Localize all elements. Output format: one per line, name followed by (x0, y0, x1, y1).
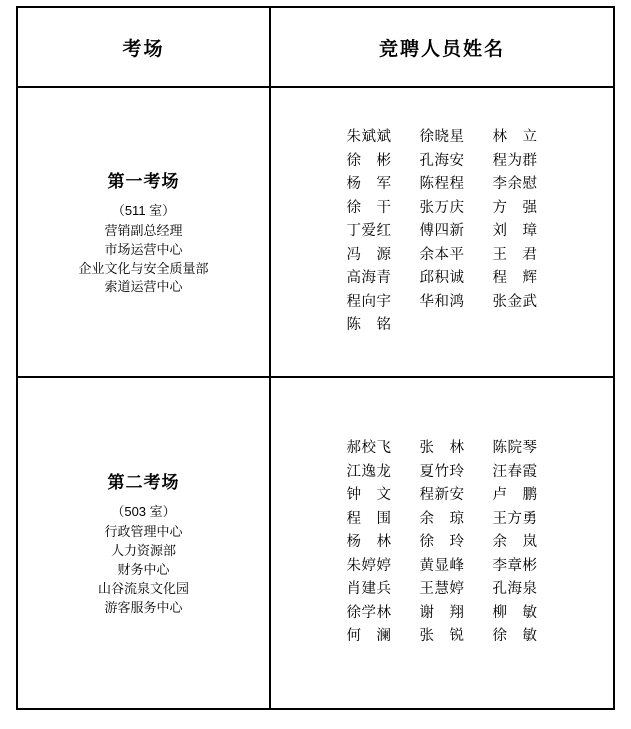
names-grid-1 (333, 126, 552, 337)
names-cell-2 (270, 377, 614, 709)
header-cell-names (270, 7, 614, 87)
names-row (333, 461, 552, 484)
candidate-name: 刘 璋 (492, 223, 538, 240)
candidate-name: 孔海泉 (492, 581, 538, 598)
table-row (17, 87, 614, 377)
names-row (333, 267, 552, 290)
room-department-2-0: 行政管理中心 (104, 524, 183, 540)
table-header-row (17, 7, 614, 87)
candidate-name: 夏竹玲 (419, 463, 465, 480)
candidate-name: 钟 文 (346, 487, 392, 504)
header-cell-room (17, 7, 270, 87)
candidate-name: 张 林 (419, 440, 465, 457)
names-row (333, 197, 552, 220)
candidate-name: 江逸龙 (346, 463, 392, 480)
candidate-name: 陈 铭 (346, 317, 392, 334)
candidate-name: 余 岚 (492, 534, 538, 551)
candidate-name: 徐 敏 (492, 628, 538, 645)
candidate-name: 杨 军 (346, 176, 392, 193)
table-row (17, 377, 614, 709)
candidate-name: 孔海安 (419, 152, 465, 169)
candidate-name: 方 强 (492, 199, 538, 216)
candidate-name: 徐 玲 (419, 534, 465, 551)
names-row (333, 220, 552, 243)
candidate-name: 张金武 (492, 293, 538, 310)
candidate-name: 程 围 (346, 510, 392, 527)
header-label-room: 考场 (122, 38, 165, 60)
names-row (333, 555, 552, 578)
candidate-name: 丁爱红 (346, 223, 392, 240)
candidate-name: 高海青 (346, 270, 392, 287)
candidate-name: 卢 鹏 (492, 487, 538, 504)
names-row (333, 625, 552, 648)
names-row (333, 578, 552, 601)
candidate-name: 华和鸿 (419, 293, 465, 310)
header-label-names: 竞聘人员姓名 (378, 38, 505, 60)
candidate-name: 林 立 (492, 129, 538, 146)
room-title-1: 第一考场 (107, 171, 180, 191)
candidate-name: 王方勇 (492, 510, 538, 527)
candidate-name: 邱积诚 (419, 270, 465, 287)
candidate-name: 肖建兵 (346, 581, 392, 598)
room-department-2-4: 游客服务中心 (104, 599, 183, 615)
candidate-name: 李章彬 (492, 557, 538, 574)
names-row (333, 173, 552, 196)
candidate-name: 陈程程 (419, 176, 465, 193)
candidate-name: 柳 敏 (492, 604, 538, 621)
room-cell-2 (17, 377, 270, 709)
room-department-2-3: 山谷流泉文化园 (97, 580, 189, 596)
room-title-2: 第二考场 (107, 473, 180, 493)
names-row (333, 531, 552, 554)
candidate-name: 冯 源 (346, 246, 392, 263)
candidate-name: 朱斌斌 (346, 129, 392, 146)
candidate-name: 徐 彬 (346, 152, 392, 169)
names-grid-2 (333, 437, 552, 648)
candidate-name: 张 锐 (419, 628, 465, 645)
names-row (333, 314, 552, 337)
candidate-name: 程为群 (492, 152, 538, 169)
names-cell-1 (270, 87, 614, 377)
candidate-name: 徐晓星 (419, 129, 465, 146)
room-number-2: （503 室） (111, 504, 176, 520)
candidate-name: 谢 翔 (419, 604, 465, 621)
candidate-name: 陈院琴 (492, 440, 538, 457)
room-department-1-0: 营销副总经理 (104, 222, 183, 238)
room-cell-1 (17, 87, 270, 377)
room-department-2-1: 人力资源部 (110, 543, 176, 559)
candidate-name: 徐 干 (346, 199, 392, 216)
names-row (333, 484, 552, 507)
candidate-name: 黄显峰 (419, 557, 465, 574)
exam-assignment-table (16, 6, 615, 710)
candidate-name: 郝校飞 (346, 440, 392, 457)
names-row (333, 244, 552, 267)
candidate-name: 张万庆 (419, 199, 465, 216)
candidate-name: 傅四新 (419, 223, 465, 240)
room-department-2-2: 财务中心 (117, 562, 170, 578)
room-department-1-1: 市场运营中心 (104, 241, 183, 257)
candidate-name: 何 澜 (346, 628, 392, 645)
candidate-name: 汪春霞 (492, 463, 538, 480)
room-number-1: （511 室） (111, 202, 176, 218)
document-page (0, 6, 631, 729)
candidate-name: 王慧婷 (419, 581, 465, 598)
room-department-1-2: 企业文化与安全质量部 (78, 260, 209, 276)
candidate-name: 王 君 (492, 246, 538, 263)
room-department-1-3: 索道运营中心 (104, 279, 183, 295)
candidate-name: 徐学林 (346, 604, 392, 621)
names-row (333, 291, 552, 314)
candidate-name-empty (479, 314, 552, 337)
names-row (333, 150, 552, 173)
candidate-name: 余 琼 (419, 510, 465, 527)
candidate-name: 余本平 (419, 246, 465, 263)
candidate-name: 朱婷婷 (346, 557, 392, 574)
candidate-name: 程向宇 (346, 293, 392, 310)
candidate-name: 杨 林 (346, 534, 392, 551)
names-row (333, 437, 552, 460)
names-row (333, 508, 552, 531)
candidate-name: 程 辉 (492, 270, 538, 287)
names-row (333, 126, 552, 149)
names-row (333, 602, 552, 625)
candidate-name: 程新安 (419, 487, 465, 504)
table-body (17, 7, 614, 709)
candidate-name-empty (406, 314, 479, 337)
candidate-name: 李余慰 (492, 176, 538, 193)
